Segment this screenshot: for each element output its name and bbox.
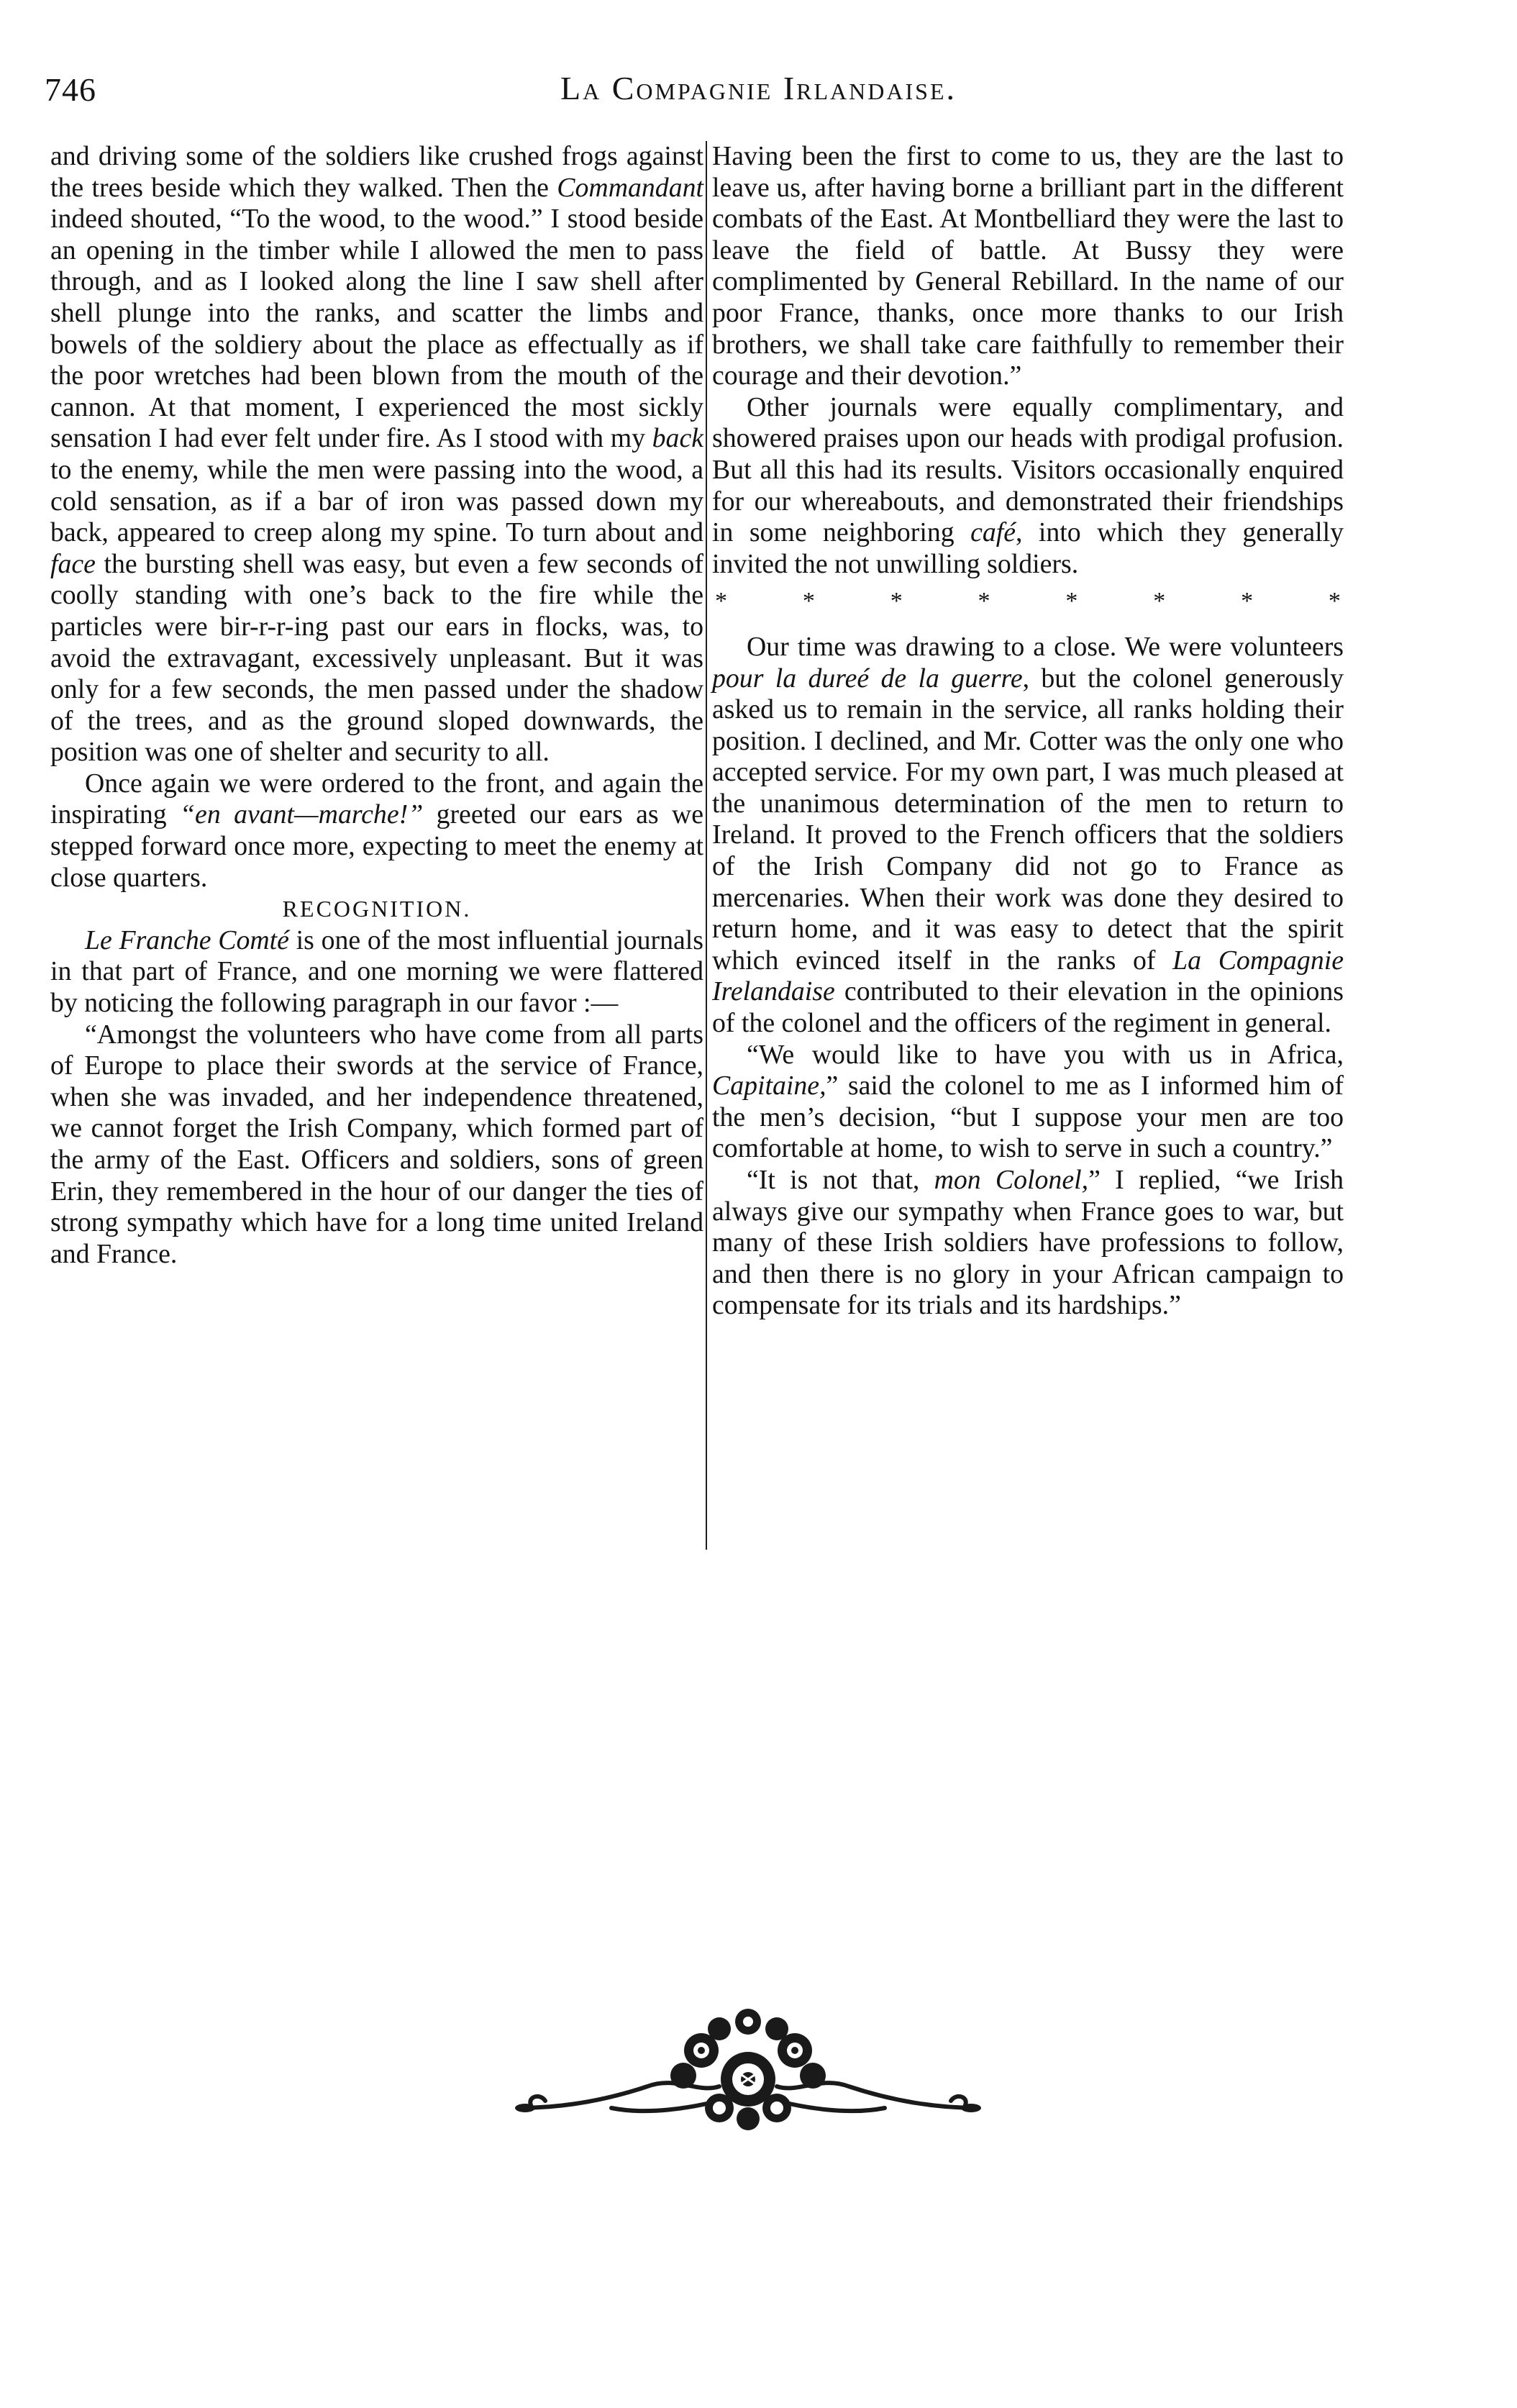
paragraph: “We would like to have you with us in Africa, Capitaine,” said the colonel to me as I informed him of the men’s decision, “but I suppose your men are too comfortable at home, to wish to serve in such a country.”	[712, 1039, 1344, 1164]
paragraph: Other journals were equally complimentary, and showered praises upon our heads with prodigal profusion. But all this had its results. Visitors occasionally enquired for our whereabouts, and demonstrated their friendships in some neighboring café, into which they generally invited the not unwilling soldiers.	[712, 391, 1344, 579]
paragraph: Our time was drawing to a close. We were volunteers pour la dureé de la guerre, but the colonel generously asked us to remain in the service, all ranks holding their position. I declined, and Mr. Cotter was the only one who accepted service. For my own part, I was much pleased at the unanimous determination of the men to return to Ireland. It proved to the French officers that the soldiers of the Irish Company did not go to France as mercenaries. When their work was done they desired to return home, and it was easy to detect that the spirit which evinced itself in the ranks of La Compagnie Irelandaise contributed to their elevation in the opinions of the colonel and the officers of the regiment in general.	[712, 631, 1344, 1039]
floral-tailpiece-ornament	[504, 2000, 993, 2144]
right-column	[712, 141, 1344, 1322]
column-rule	[706, 141, 707, 1550]
paragraph: Having been the first to come to us, they are the last to leave us, after having borne a brilliant part in the different combats of the East. At Montbelliard they were the last to leave the field of battle. At Bussy they were complimented by General Rebillard. In the name of our poor France, thanks, once more thanks to our Irish brothers, we shall take care faithfully to remember their courage and their devotion.”	[712, 141, 1344, 391]
paragraph: Once again we were ordered to the front, and again the inspirating “en avant—marche!” greeted our ears as we stepped forward once more, expecting to meet the enemy at close quarters.	[50, 768, 703, 893]
running-title: La Compagnie Irlandaise.	[560, 70, 957, 106]
left-column	[50, 141, 703, 1270]
asterism-separator: * * * * * * * *	[715, 588, 1341, 615]
section-heading: RECOGNITION.	[282, 896, 472, 922]
page-number: 746	[45, 71, 96, 108]
paragraph: “It is not that, mon Colonel,” I replied, “we Irish always give our sympathy when France goes to war, but many of these Irish soldiers have professions to follow, and then there is no glory in your African campaign to compensate for its trials and its hardships.”	[712, 1165, 1344, 1321]
quoted-paragraph: “Amongst the volunteers who have come from all parts of Europe to place their swords at the service of France, when she was invaded, and her independence threatened, we cannot forget the Irish Company, which formed part of the army of the East. Officers and soldiers, sons of green Erin, they remembered in the hour of our danger the ties of strong sympathy which have for a long time united Ireland and France.	[50, 1019, 703, 1269]
paragraph: Le Franche Comté is one of the most influential journals in that part of France, and one morning we were flattered by noticing the following paragraph in our favor :—	[50, 924, 703, 1019]
paragraph: and driving some of the soldiers like crushed frogs against the trees beside which they walked. Then the Commandant indeed shouted, “To the wood, to the wood.” I stood beside an opening in the timber while I allowed the men to pass through, and as I looked along the line I saw shell after shell plunge into the ranks, and scatter the limbs and bowels of the soldiery about the place as effectually as if the poor wretches had been blown from the mouth of the cannon. At that moment, I experienced the most sickly sensation I had ever felt under fire. As I stood with my back to the enemy, while the men were passing into the wood, a cold sensation, as if a bar of iron was passed down my back, appeared to creep along my spine. To turn about and face the bursting shell was easy, but even a few seconds of coolly standing with one’s back to the fire while the particles were bir-r-r-ing past our ears in flocks, was, to avoid the extravagant, excessively unpleasant. But it was only for a few seconds, the men passed under the shadow of the trees, and as the ground sloped downwards, the position was one of shelter and security to all.	[50, 141, 703, 768]
